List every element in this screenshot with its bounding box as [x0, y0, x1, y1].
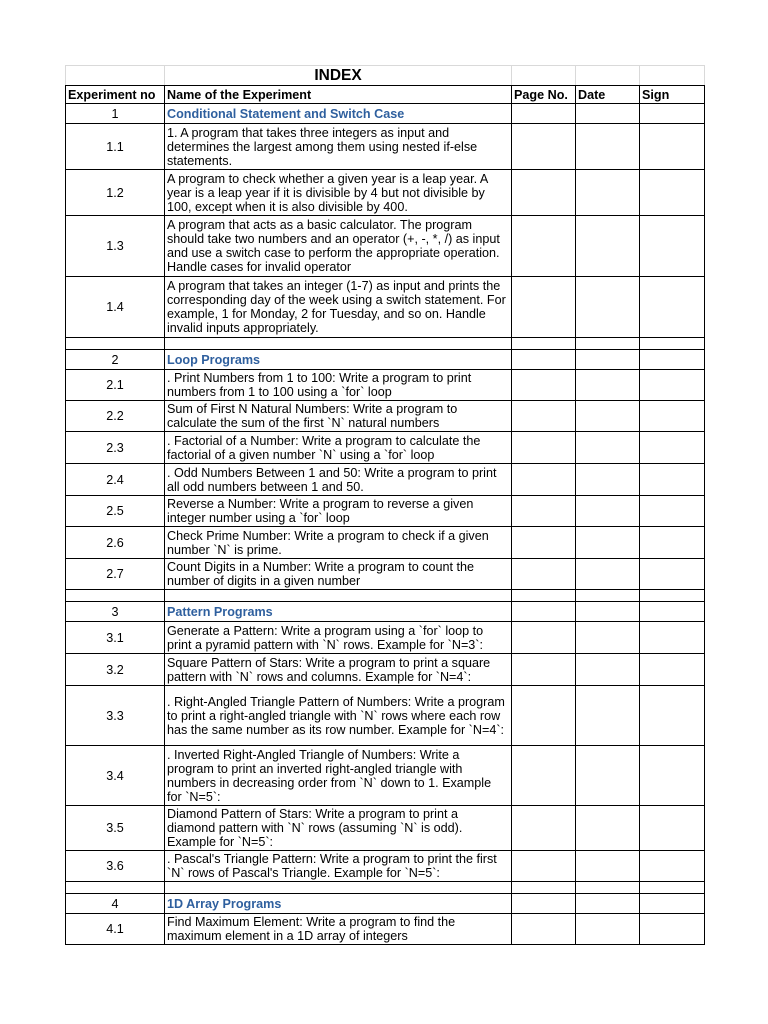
date-cell: [576, 914, 640, 945]
empty-cell: [512, 338, 576, 350]
date-cell: [576, 432, 640, 464]
sign-cell: [640, 602, 705, 622]
experiment-number: 3.6: [66, 851, 165, 882]
sign-cell: [640, 654, 705, 686]
experiment-name: . Right-Angled Triangle Pattern of Numbers: Write a program to print a right-angled triangle with `N` rows where each row has the same number as its row number. Example for `N=4`:: [165, 686, 512, 746]
sign-cell: [640, 496, 705, 527]
empty-cell: [66, 590, 165, 602]
date-cell: [576, 746, 640, 806]
date-cell: [576, 894, 640, 914]
sign-cell: [640, 527, 705, 559]
page-no-cell: [512, 170, 576, 216]
page-no-cell: [512, 216, 576, 277]
experiment-row: [66, 496, 705, 527]
experiment-name: Count Digits in a Number: Write a program to count the number of digits in a given number: [165, 559, 512, 590]
sign-cell: [640, 851, 705, 882]
date-cell: [576, 104, 640, 124]
empty-cell: [66, 882, 165, 894]
sign-cell: [640, 216, 705, 277]
page-no-cell: [512, 622, 576, 654]
experiment-number: 1.3: [66, 216, 165, 277]
experiment-name: . Inverted Right-Angled Triangle of Numbers: Write a program to print an inverted right-angled triangle with numbers in decreasing order from `N` down to 1. Example for `N=5`:: [165, 746, 512, 806]
experiment-name: . Odd Numbers Between 1 and 50: Write a program to print all odd numbers between 1 and 50.: [165, 464, 512, 496]
page-no-cell: [512, 602, 576, 622]
date-cell: [576, 277, 640, 338]
experiment-row: [66, 559, 705, 590]
sign-cell: [640, 432, 705, 464]
date-cell: [576, 370, 640, 401]
sign-cell: [640, 894, 705, 914]
experiment-row: [66, 432, 705, 464]
date-cell: [576, 216, 640, 277]
header-date: Date: [576, 86, 640, 104]
experiment-row: [66, 170, 705, 216]
sign-cell: [640, 559, 705, 590]
spacer-row: [66, 590, 705, 602]
empty-cell: [640, 338, 705, 350]
page-no-cell: [512, 124, 576, 170]
experiment-name: . Factorial of a Number: Write a program to calculate the factorial of a given number `N` using a `for` loop: [165, 432, 512, 464]
experiment-row: [66, 527, 705, 559]
page-no-cell: [512, 432, 576, 464]
header-sign: Sign: [640, 86, 705, 104]
experiment-number: 3.2: [66, 654, 165, 686]
spacer-row: [66, 882, 705, 894]
experiment-row: [66, 914, 705, 945]
date-cell: [576, 401, 640, 432]
sign-cell: [640, 464, 705, 496]
empty-cell: [576, 590, 640, 602]
section-row: [66, 894, 705, 914]
title-row: [66, 66, 705, 86]
empty-cell: [165, 338, 512, 350]
experiment-number: 3.1: [66, 622, 165, 654]
sign-cell: [640, 124, 705, 170]
sign-cell: [640, 170, 705, 216]
experiment-row: [66, 851, 705, 882]
experiment-number: 1.1: [66, 124, 165, 170]
page-no-cell: [512, 894, 576, 914]
date-cell: [576, 686, 640, 746]
experiment-row: [66, 277, 705, 338]
sign-cell: [640, 914, 705, 945]
date-cell: [576, 622, 640, 654]
page-no-cell: [512, 370, 576, 401]
page-no-cell: [512, 401, 576, 432]
sign-cell: [640, 104, 705, 124]
experiment-name: Square Pattern of Stars: Write a program to print a square pattern with `N` rows and columns. Example for `N=4`:: [165, 654, 512, 686]
empty-cell: [640, 590, 705, 602]
experiment-row: [66, 622, 705, 654]
sign-cell: [640, 806, 705, 851]
experiment-name: A program that takes an integer (1-7) as input and prints the corresponding day of the week using a switch statement. For example, 1 for Monday, 2 for Tuesday, and so on. Handle invalid inputs appropriately.: [165, 277, 512, 338]
header-page-no: Page No.: [512, 86, 576, 104]
page-no-cell: [512, 654, 576, 686]
page-no-cell: [512, 686, 576, 746]
sign-cell: [640, 686, 705, 746]
title-spacer-cell: [576, 66, 640, 86]
experiment-name: . Pascal's Triangle Pattern: Write a program to print the first `N` rows of Pascal's Triangle. Example for `N=5`:: [165, 851, 512, 882]
section-title: Conditional Statement and Switch Case: [165, 104, 512, 124]
header-name: Name of the Experiment: [165, 86, 512, 104]
experiment-number: 2.2: [66, 401, 165, 432]
date-cell: [576, 806, 640, 851]
experiment-row: [66, 464, 705, 496]
section-number: 2: [66, 350, 165, 370]
section-row: [66, 104, 705, 124]
experiment-number: 3.3: [66, 686, 165, 746]
sign-cell: [640, 350, 705, 370]
experiment-number: 4.1: [66, 914, 165, 945]
experiment-number: 1.2: [66, 170, 165, 216]
sign-cell: [640, 370, 705, 401]
page-no-cell: [512, 746, 576, 806]
sign-cell: [640, 622, 705, 654]
experiment-row: [66, 216, 705, 277]
experiment-name: Sum of First N Natural Numbers: Write a program to calculate the sum of the first `N` natural numbers: [165, 401, 512, 432]
experiment-name: 1. A program that takes three integers as input and determines the largest among them using nested if-else statements.: [165, 124, 512, 170]
experiment-row: [66, 370, 705, 401]
experiment-row: [66, 686, 705, 746]
experiment-row: [66, 654, 705, 686]
section-number: 1: [66, 104, 165, 124]
experiment-number: 1.4: [66, 277, 165, 338]
section-row: [66, 602, 705, 622]
sign-cell: [640, 401, 705, 432]
page-no-cell: [512, 277, 576, 338]
experiment-name: A program that acts as a basic calculator. The program should take two numbers and an operator (+, -, *, /) as input and use a switch case to perform the appropriate operation. Handle cases for invalid operator: [165, 216, 512, 277]
experiment-number: 3.5: [66, 806, 165, 851]
empty-cell: [512, 590, 576, 602]
section-number: 4: [66, 894, 165, 914]
empty-cell: [576, 882, 640, 894]
experiment-row: [66, 401, 705, 432]
empty-cell: [576, 338, 640, 350]
experiment-name: Generate a Pattern: Write a program using a `for` loop to print a pyramid pattern with `N` rows. Example for `N=3`:: [165, 622, 512, 654]
date-cell: [576, 602, 640, 622]
date-cell: [576, 464, 640, 496]
experiment-number: 2.6: [66, 527, 165, 559]
experiment-name: Diamond Pattern of Stars: Write a program to print a diamond pattern with `N` rows (assuming `N` is odd). Example for `N=5`:: [165, 806, 512, 851]
section-row: [66, 350, 705, 370]
section-title: Pattern Programs: [165, 602, 512, 622]
experiment-number: 2.4: [66, 464, 165, 496]
experiment-name: Check Prime Number: Write a program to check if a given number `N` is prime.: [165, 527, 512, 559]
page-no-cell: [512, 559, 576, 590]
experiment-name: A program to check whether a given year is a leap year. A year is a leap year if it is divisible by 4 but not divisible by 100, except when it is also divisible by 400.: [165, 170, 512, 216]
experiment-number: 2.5: [66, 496, 165, 527]
date-cell: [576, 170, 640, 216]
section-title: Loop Programs: [165, 350, 512, 370]
page-no-cell: [512, 496, 576, 527]
date-cell: [576, 654, 640, 686]
header-experiment-no: Experiment no: [66, 86, 165, 104]
empty-cell: [640, 882, 705, 894]
experiment-number: 2.1: [66, 370, 165, 401]
page-no-cell: [512, 914, 576, 945]
page-no-cell: [512, 806, 576, 851]
section-number: 3: [66, 602, 165, 622]
index-table: [65, 65, 705, 945]
experiment-row: [66, 806, 705, 851]
experiment-name: Reverse a Number: Write a program to reverse a given integer number using a `for` loop: [165, 496, 512, 527]
empty-cell: [165, 882, 512, 894]
experiment-name: Find Maximum Element: Write a program to find the maximum element in a 1D array of integers: [165, 914, 512, 945]
page-no-cell: [512, 350, 576, 370]
title-spacer-cell: [640, 66, 705, 86]
empty-cell: [512, 882, 576, 894]
sign-cell: [640, 746, 705, 806]
title-spacer-cell: [512, 66, 576, 86]
empty-cell: [165, 590, 512, 602]
date-cell: [576, 527, 640, 559]
date-cell: [576, 559, 640, 590]
title-spacer-cell: [66, 66, 165, 86]
date-cell: [576, 851, 640, 882]
experiment-row: [66, 746, 705, 806]
experiment-name: . Print Numbers from 1 to 100: Write a program to print numbers from 1 to 100 using a `for` loop: [165, 370, 512, 401]
page-no-cell: [512, 464, 576, 496]
experiment-row: [66, 124, 705, 170]
page-no-cell: [512, 104, 576, 124]
empty-cell: [66, 338, 165, 350]
date-cell: [576, 124, 640, 170]
page-no-cell: [512, 527, 576, 559]
sign-cell: [640, 277, 705, 338]
experiment-number: 3.4: [66, 746, 165, 806]
section-title: 1D Array Programs: [165, 894, 512, 914]
spacer-row: [66, 338, 705, 350]
page-title: INDEX: [165, 66, 512, 86]
date-cell: [576, 350, 640, 370]
experiment-number: 2.3: [66, 432, 165, 464]
date-cell: [576, 496, 640, 527]
experiment-number: 2.7: [66, 559, 165, 590]
page-no-cell: [512, 851, 576, 882]
header-row: [66, 86, 705, 104]
